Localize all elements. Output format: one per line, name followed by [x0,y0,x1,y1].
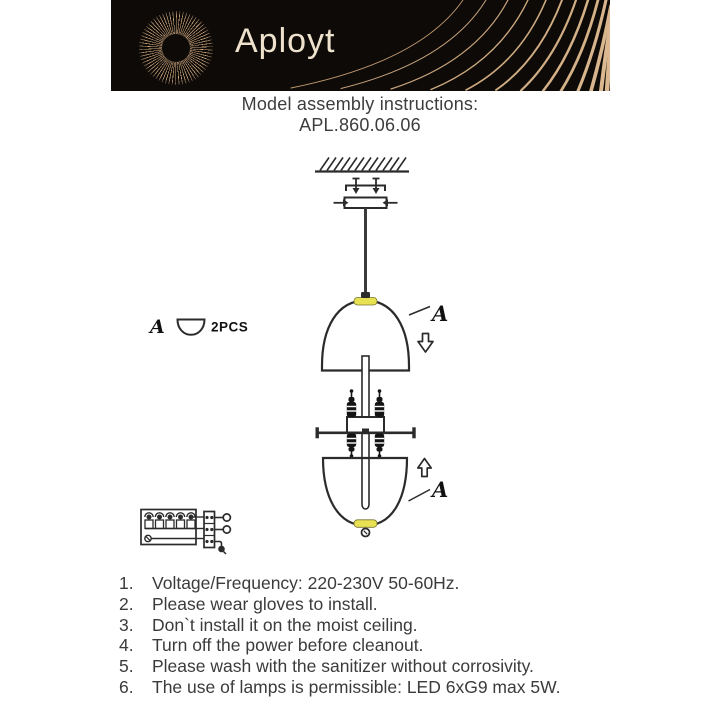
list-item [119,635,639,656]
g9-bulb-bottom-right [375,434,384,458]
item-text: Please wash with the sanitizer without corrosivity. [152,656,534,677]
ceiling-symbol [315,158,409,172]
item-number: 3. [119,614,134,635]
list-item [119,594,639,615]
item-number: 4. [119,635,134,656]
item-number: 2. [119,593,134,614]
g9-bulb-top-left [347,389,356,417]
list-item [119,677,639,698]
item-number: 1. [119,573,134,593]
finial-screw [362,529,370,537]
g9-bulb-bottom-left [347,434,356,458]
item-text: Please wear gloves to install. [152,593,378,614]
item-text: Don`t install it on the moist ceiling. [152,614,418,635]
terminal-block [204,512,215,548]
parts-legend [148,316,248,338]
item-text: Turn off the power before cleanout. [152,635,424,656]
page-title: Model assembly instructions: [241,94,479,114]
list-item [119,573,639,594]
callout-a-bottom-label: A [432,477,449,502]
legend-quantity-label: 2PCS [211,319,249,335]
center-tube-upper [362,356,369,417]
item-text: The use of lamps is permissible: LED 6xG9 max 5W. [152,676,561,697]
legend-marker-label: A [150,316,165,338]
instruction-list [119,573,639,698]
item-number: 6. [119,676,134,697]
wiring-diagram [141,510,230,555]
arrow-up-icon [418,459,431,477]
ground-screw [145,535,151,541]
mounting-bracket [346,179,385,195]
item-text: Voltage/Frequency: 220-230V 50-60Hz. [152,573,460,593]
callout-a-top [409,301,448,326]
shade-icon [178,320,205,335]
g9-bulb-top-right [375,389,384,417]
mains-leads [215,514,231,554]
model-number: APL.860.06.06 [299,115,421,135]
item-number: 5. [119,656,134,677]
callout-a-top-label: A [432,301,449,326]
center-tube-lower [362,434,369,510]
list-item [119,615,639,636]
list-item [119,656,639,677]
brand-name: Aployt [235,22,336,60]
arrow-down-icon [418,334,433,353]
lamp-holders [145,513,195,529]
ceiling-canopy [334,198,398,209]
callout-a-bottom [409,477,449,502]
top-ring-highlight [354,292,377,305]
bottom-ring-highlight [354,520,377,528]
